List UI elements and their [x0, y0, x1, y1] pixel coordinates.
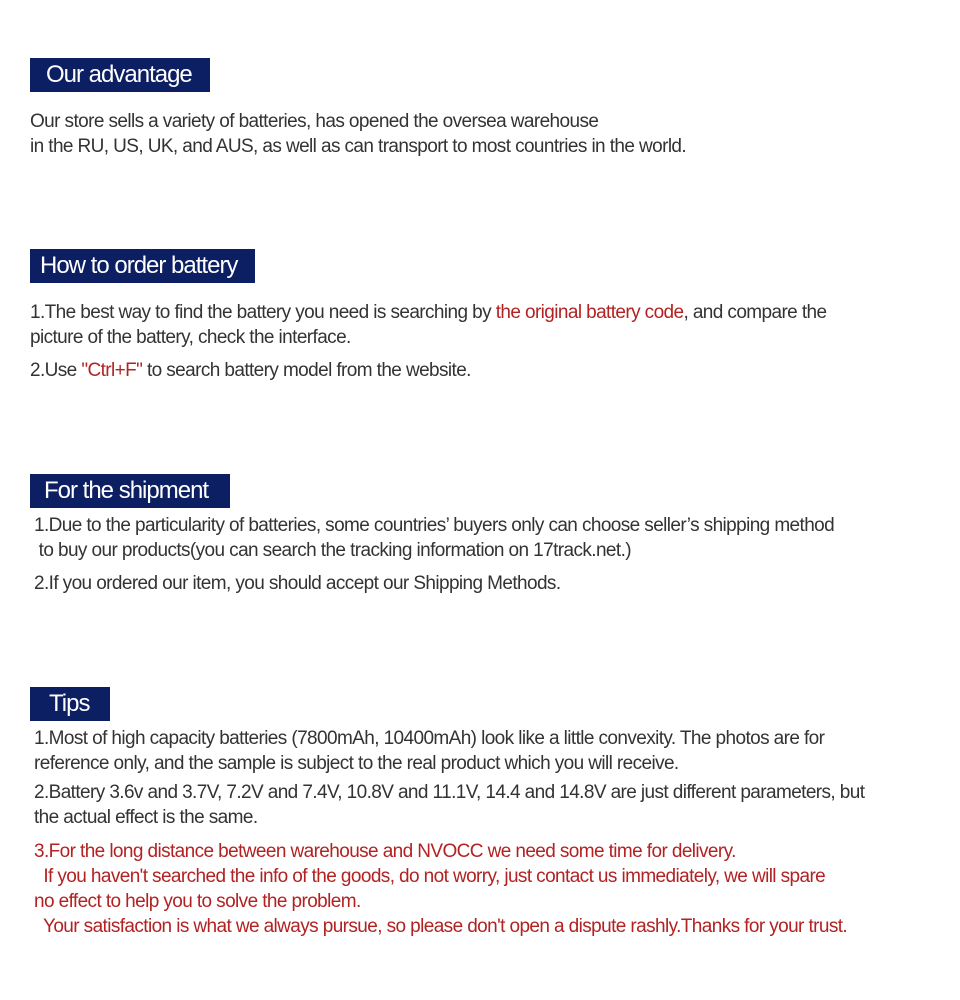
order-paragraph-1: [30, 300, 826, 325]
order-p1-text-b: , and compare the: [683, 302, 827, 323]
order-p2-highlight: "Ctrl+F": [81, 360, 143, 381]
tips-paragraph-3-line-4: Your satisfaction is what we always pursue, so please don't open a dispute rashly.Thanks for your trust.: [34, 916, 848, 937]
tips-paragraph-2-line-2: the actual effect is the same.: [34, 807, 258, 828]
advantage-text-line-1: Our store sells a variety of batteries, has opened the oversea warehouse: [30, 111, 599, 132]
tips-paragraph-1-line-1: 1.Most of high capacity batteries (7800mAh, 10400mAh) look like a little convexity. The photos are for: [34, 728, 825, 749]
tips-paragraph-3-line-3: no effect to help you to solve the problem.: [34, 891, 361, 912]
shipment-paragraph-1-line-2: to buy our products(you can search the tracking information on 17track.net.): [34, 540, 631, 561]
advantage-text-line-2: in the RU, US, UK, and AUS, as well as can transport to most countries in the world.: [30, 136, 687, 157]
section-title-shipment: For the shipment: [30, 474, 230, 508]
tips-paragraph-2-line-1: 2.Battery 3.6v and 3.7V, 7.2V and 7.4V, 10.8V and 11.1V, 14.4 and 14.8V are just different parameters, but: [34, 782, 865, 803]
tips-paragraph-1-line-2: reference only, and the sample is subject to the real product which you will receive.: [34, 753, 679, 774]
section-title-tips: Tips: [30, 687, 110, 721]
order-p2-text-a: 2.Use: [30, 360, 82, 381]
shipment-paragraph-1-line-1: 1.Due to the particularity of batteries, some countries’ buyers only can choose seller’s shipping method: [34, 515, 835, 536]
section-title-order: How to order battery: [30, 249, 255, 283]
tips-paragraph-3-line-1: 3.For the long distance between warehouse and NVOCC we need some time for delivery.: [34, 841, 736, 862]
order-paragraph-1-line-2: picture of the battery, check the interface.: [30, 327, 351, 348]
order-paragraph-2: [30, 358, 471, 383]
section-title-advantage: Our advantage: [30, 58, 210, 92]
order-p2-text-b: to search battery model from the website.: [142, 360, 471, 381]
order-p1-text-a: 1.The best way to find the battery you need is searching by: [30, 302, 496, 323]
shipment-paragraph-2: 2.If you ordered our item, you should accept our Shipping Methods.: [34, 573, 561, 594]
tips-paragraph-3-line-2: If you haven't searched the info of the goods, do not worry, just contact us immediately, we will spare: [34, 866, 826, 887]
order-p1-highlight: the original battery code: [495, 302, 684, 323]
